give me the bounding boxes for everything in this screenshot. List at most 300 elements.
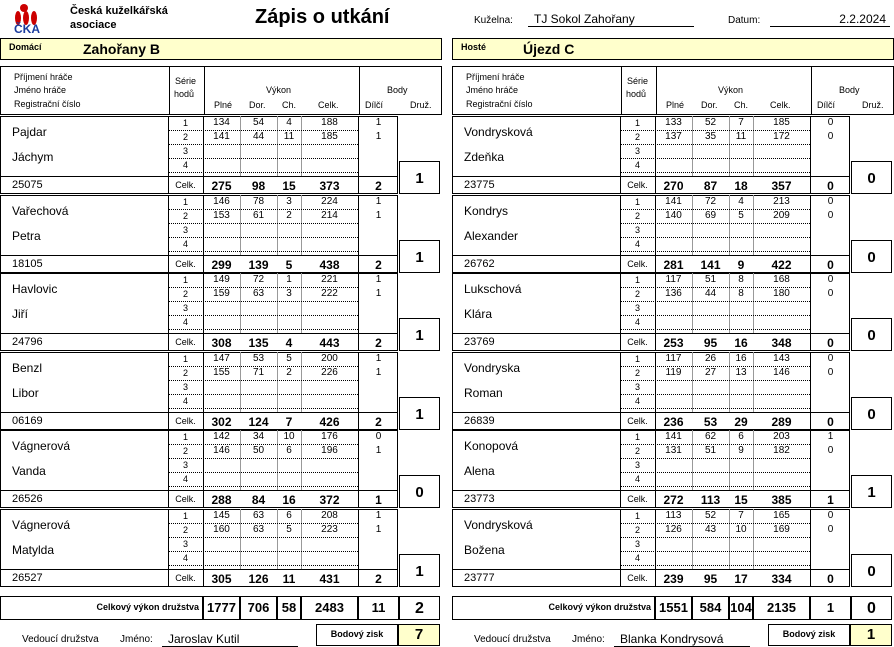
series-number: 2 (182, 368, 188, 378)
ch-value: 8 (738, 274, 744, 285)
away-team-total-row (452, 596, 892, 620)
series-number: 2 (634, 289, 640, 299)
total-label: Celk. (175, 573, 196, 583)
body-header: Body (839, 85, 860, 95)
series-number: 4 (634, 553, 640, 563)
total-label: Celk. (175, 337, 196, 347)
team-point: 1 (399, 161, 440, 194)
dilci-value: 0 (827, 196, 834, 207)
plne-value: 141 (213, 131, 230, 142)
total-dor-value: 95 (703, 572, 718, 586)
player-reg-number: 25075 (12, 179, 43, 191)
player-reg-number: 26839 (464, 415, 495, 427)
ch-value: 10 (283, 431, 295, 442)
team-dor: 584 (699, 600, 722, 615)
dor-value: 63 (252, 524, 265, 535)
home-team-total-row (0, 596, 440, 620)
ch-value: 11 (283, 131, 295, 142)
total-celk-value: 348 (771, 336, 792, 350)
series-number: 4 (182, 160, 188, 170)
celk-value: 185 (773, 117, 790, 128)
ch-value: 2 (286, 210, 292, 221)
team-point: 1 (399, 554, 440, 587)
player-block (0, 116, 440, 195)
dor-value: 26 (704, 353, 717, 364)
total-dilci-value: 0 (827, 336, 834, 350)
total-separator (452, 176, 620, 177)
total-separator (168, 255, 398, 256)
leader-label: Vedoucí družstva (22, 634, 99, 645)
plne-value: 133 (665, 117, 682, 128)
ch-header: Ch. (282, 100, 297, 110)
ch-value: 11 (735, 131, 747, 142)
player-reg-number: 18105 (12, 258, 43, 270)
plne-value: 146 (213, 196, 230, 207)
team-celk: 2483 (315, 600, 344, 615)
total-dilci-value: 0 (827, 258, 834, 272)
total-ch-value: 4 (285, 336, 293, 350)
home-column-header (0, 66, 442, 115)
team-dilci: 1 (826, 600, 835, 615)
series-header-line2: hodů (626, 89, 647, 99)
row-separator (620, 237, 810, 238)
series-number: 1 (182, 275, 188, 285)
series-number: 2 (634, 211, 640, 221)
dor-value: 72 (252, 274, 265, 285)
row-separator (620, 315, 810, 316)
dilci-value: 0 (827, 131, 834, 142)
ch-value: 8 (738, 288, 744, 299)
total-dilci-value: 2 (375, 572, 382, 586)
row-separator (620, 486, 810, 487)
plne-value: 155 (213, 367, 230, 378)
total-dilci-value: 2 (375, 179, 382, 193)
dilci-value: 1 (375, 510, 382, 521)
series-number: 3 (634, 225, 640, 235)
player-surname: Vágnerová (12, 439, 71, 453)
series-number: 2 (634, 368, 640, 378)
celk-value: 143 (773, 353, 790, 364)
dilci-value: 0 (827, 353, 834, 364)
player-first-name: Vanda (12, 464, 46, 478)
cka-logo (4, 2, 62, 36)
away-team-bar (452, 38, 894, 60)
plne-value: 147 (213, 353, 230, 364)
total-celk-value: 372 (319, 493, 340, 507)
celk-value: 182 (773, 445, 790, 456)
total-celk-value: 357 (771, 179, 792, 193)
total-separator (168, 333, 398, 334)
dor-value: 44 (704, 288, 717, 299)
total-dilci-value: 2 (375, 415, 382, 429)
ch-value: 7 (738, 117, 744, 128)
player-first-name: Petra (12, 229, 41, 243)
series-number: 3 (634, 460, 640, 470)
total-separator (620, 490, 850, 491)
lane-value: TJ Sokol Zahořany (528, 12, 694, 27)
total-plne-value: 299 (211, 258, 232, 272)
row-separator (620, 158, 810, 159)
series-number: 2 (182, 446, 188, 456)
series-number: 2 (182, 211, 188, 221)
dilci-value: 0 (827, 117, 834, 128)
druz-header: Druž. (410, 100, 432, 110)
series-number: 1 (634, 432, 640, 442)
total-plne-value: 272 (663, 493, 684, 507)
logo-text: ČKA (14, 22, 40, 36)
dilci-value: 1 (375, 131, 382, 142)
celk-value: 200 (321, 353, 338, 364)
dor-value: 51 (704, 445, 717, 456)
organization-name (70, 4, 190, 32)
series-number: 1 (634, 354, 640, 364)
player-block (452, 116, 892, 195)
row-separator (168, 551, 358, 552)
body-header: Body (387, 85, 408, 95)
total-plne-value: 281 (663, 258, 684, 272)
celk-value: 168 (773, 274, 790, 285)
team-point: 0 (851, 161, 892, 194)
plne-value: 159 (213, 288, 230, 299)
player-first-name: Zdeňka (464, 150, 505, 164)
total-dilci-value: 0 (827, 415, 834, 429)
row-separator (168, 408, 358, 409)
team-plne: 1551 (659, 600, 688, 615)
total-plne-value: 253 (663, 336, 684, 350)
row-separator (168, 237, 358, 238)
celk-header: Celk. (318, 100, 339, 110)
ch-value: 6 (738, 431, 744, 442)
celk-value: 176 (321, 431, 338, 442)
total-separator (452, 333, 620, 334)
total-dor-value: 113 (700, 493, 721, 507)
dilci-value: 0 (827, 367, 834, 378)
page-title: Zápis o utkání (255, 6, 390, 28)
row-separator (168, 172, 358, 173)
series-number: 1 (634, 275, 640, 285)
total-dilci-value: 1 (375, 493, 382, 507)
player-reg-number: 06169 (12, 415, 43, 427)
plne-value: 134 (213, 117, 230, 128)
total-dor-value: 84 (251, 493, 266, 507)
total-label: Celk. (175, 416, 196, 426)
series-number: 3 (634, 146, 640, 156)
total-ch-value: 11 (282, 572, 296, 586)
plne-value: 160 (213, 524, 230, 535)
row-separator (168, 144, 358, 145)
grid-line (204, 67, 205, 114)
total-celk-value: 422 (771, 258, 792, 272)
ch-value: 6 (286, 510, 292, 521)
team-point: 1 (399, 397, 440, 430)
dilci-header: Dílčí (817, 100, 835, 110)
row-separator (620, 144, 810, 145)
total-plne-value: 288 (211, 493, 232, 507)
player-first-name: Božena (464, 543, 505, 557)
series-number: 4 (634, 396, 640, 406)
series-number: 3 (182, 303, 188, 313)
player-block (452, 352, 892, 431)
dilci-value: 1 (375, 196, 382, 207)
team-plne: 1777 (207, 600, 236, 615)
total-celk-value: 289 (771, 415, 792, 429)
plne-value: 137 (665, 131, 682, 142)
total-plne-value: 302 (211, 415, 232, 429)
celk-value: 180 (773, 288, 790, 299)
row-separator (620, 251, 810, 252)
player-surname: Vondrysková (464, 518, 533, 532)
dor-value: 69 (704, 210, 717, 221)
ch-value: 1 (286, 274, 292, 285)
celk-value: 223 (321, 524, 338, 535)
player-surname: Vařechová (12, 204, 69, 218)
grid-line (621, 67, 622, 114)
player-header-line1: Příjmení hráče (466, 72, 525, 82)
total-separator (168, 569, 398, 570)
dor-header: Dor. (249, 100, 266, 110)
series-number: 2 (182, 289, 188, 299)
dor-value: 61 (252, 210, 265, 221)
total-separator (620, 412, 850, 413)
total-separator (0, 490, 168, 491)
row-separator (168, 537, 358, 538)
celk-value: 188 (321, 117, 338, 128)
player-block (452, 195, 892, 274)
player-block (452, 430, 892, 509)
player-header-line3: Registrační číslo (14, 99, 81, 109)
ch-value: 4 (286, 117, 292, 128)
total-celk-value: 431 (319, 572, 340, 586)
row-separator (168, 394, 358, 395)
total-plne-value: 239 (663, 572, 684, 586)
series-number: 1 (182, 432, 188, 442)
row-separator (168, 251, 358, 252)
ch-value: 3 (286, 288, 292, 299)
series-number: 3 (634, 382, 640, 392)
series-number: 3 (182, 225, 188, 235)
celk-value: 226 (321, 367, 338, 378)
player-surname: Kondrys (464, 204, 509, 218)
player-surname: Konopová (464, 439, 519, 453)
player-surname: Lukschová (464, 282, 522, 296)
total-dor-value: 139 (248, 258, 269, 272)
total-ch-value: 15 (734, 493, 748, 507)
ch-value: 4 (738, 196, 744, 207)
player-reg-number: 24796 (12, 336, 43, 348)
team-point: 0 (851, 240, 892, 273)
series-number: 1 (182, 197, 188, 207)
dilci-value: 0 (827, 510, 834, 521)
home-team-bar (0, 38, 442, 60)
total-label: Celk. (175, 259, 196, 269)
dilci-value: 1 (827, 431, 834, 442)
total-label: Celk. (627, 180, 648, 190)
dilci-value: 0 (827, 524, 834, 535)
total-dilci-value: 0 (827, 179, 834, 193)
row-separator (620, 394, 810, 395)
celk-value: 172 (773, 131, 790, 142)
total-ch-value: 15 (282, 179, 296, 193)
dilci-value: 0 (827, 288, 834, 299)
series-number: 3 (634, 539, 640, 549)
team-point: 1 (399, 318, 440, 351)
row-separator (168, 458, 358, 459)
ch-header: Ch. (734, 100, 749, 110)
dor-value: 72 (704, 196, 717, 207)
leader-label: Vedoucí družstva (474, 634, 551, 645)
total-separator (0, 569, 168, 570)
series-number: 1 (634, 511, 640, 521)
team-total-label: Celkový výkon družstva (548, 602, 651, 612)
player-first-name: Alena (464, 464, 495, 478)
dilci-value: 1 (375, 367, 382, 378)
org-line-2: asociace (70, 19, 117, 31)
plne-value: 113 (665, 510, 682, 521)
celk-value: 203 (773, 431, 790, 442)
dor-value: 44 (252, 131, 265, 142)
row-separator (168, 486, 358, 487)
row-separator (168, 380, 358, 381)
total-dor-value: 87 (703, 179, 718, 193)
series-number: 2 (634, 525, 640, 535)
total-dilci-value: 2 (375, 258, 382, 272)
dilci-value: 0 (827, 210, 834, 221)
total-separator (0, 333, 168, 334)
player-block (0, 430, 440, 509)
player-reg-number: 26527 (12, 572, 43, 584)
away-team-name: Újezd C (523, 41, 575, 57)
ch-value: 13 (735, 367, 747, 378)
plne-header: Plné (214, 100, 233, 110)
row-separator (168, 329, 358, 330)
dilci-value: 1 (375, 353, 382, 364)
row-separator (168, 565, 358, 566)
player-surname: Benzl (12, 361, 43, 375)
player-first-name: Klára (464, 307, 493, 321)
total-separator (0, 255, 168, 256)
team-point: 1 (851, 475, 892, 508)
player-reg-number: 23773 (464, 493, 495, 505)
series-header-line2: hodů (174, 89, 195, 99)
dor-value: 54 (252, 117, 265, 128)
ch-value: 3 (286, 196, 292, 207)
celk-value: 196 (321, 445, 338, 456)
dor-value: 50 (252, 445, 265, 456)
team-ch: 104 (730, 600, 752, 615)
total-dilci-value: 2 (375, 336, 382, 350)
row-separator (620, 537, 810, 538)
series-number: 4 (634, 317, 640, 327)
total-plne-value: 270 (663, 179, 684, 193)
celk-value: 169 (773, 524, 790, 535)
celk-header: Celk. (770, 100, 791, 110)
gain-value: 7 (398, 624, 440, 646)
total-separator (0, 412, 168, 413)
total-label: Celk. (627, 416, 648, 426)
player-reg-number: 23775 (464, 179, 495, 191)
dor-value: 63 (252, 288, 265, 299)
plne-value: 136 (665, 288, 682, 299)
celk-value: 221 (321, 274, 338, 285)
grid-line (359, 67, 360, 114)
team-total-label: Celkový výkon družstva (96, 602, 199, 612)
player-first-name: Alexander (464, 229, 519, 243)
total-ch-value: 5 (285, 258, 293, 272)
total-ch-value: 18 (734, 179, 748, 193)
total-label: Celk. (175, 494, 196, 504)
row-separator (620, 380, 810, 381)
row-separator (620, 301, 810, 302)
total-dor-value: 95 (703, 336, 718, 350)
team-dor: 706 (247, 600, 270, 615)
total-celk-value: 334 (771, 572, 792, 586)
player-first-name: Libor (12, 386, 39, 400)
total-label: Celk. (627, 259, 648, 269)
org-line-1: Česká kuželkářská (70, 5, 168, 17)
series-number: 2 (182, 132, 188, 142)
player-block (452, 273, 892, 352)
name-label: Jméno: (572, 634, 605, 645)
leader-name: Blanka Kondrysová (614, 632, 750, 647)
gain-label: Bodový zisk (330, 629, 384, 639)
total-celk-value: 385 (771, 493, 792, 507)
team-point: 0 (851, 318, 892, 351)
dilci-value: 1 (375, 524, 382, 535)
gain-label: Bodový zisk (782, 629, 836, 639)
ch-value: 16 (735, 353, 747, 364)
total-separator (452, 255, 620, 256)
player-surname: Vondrysková (464, 125, 533, 139)
performance-header: Výkon (266, 85, 292, 95)
name-label: Jméno: (120, 634, 153, 645)
total-dor-value: 126 (248, 572, 269, 586)
series-number: 2 (634, 132, 640, 142)
plne-value: 119 (665, 367, 682, 378)
dilci-value: 1 (375, 210, 382, 221)
home-role: Domácí (9, 42, 42, 52)
plne-value: 117 (665, 274, 682, 285)
dor-value: 51 (704, 274, 717, 285)
dor-value: 43 (704, 524, 717, 535)
player-block (0, 195, 440, 274)
series-number: 2 (634, 446, 640, 456)
grid-line (169, 67, 170, 114)
series-number: 1 (182, 511, 188, 521)
total-separator (620, 255, 850, 256)
row-separator (620, 551, 810, 552)
row-separator (620, 329, 810, 330)
series-number: 4 (182, 553, 188, 563)
dor-value: 71 (252, 367, 265, 378)
player-block (0, 273, 440, 352)
player-first-name: Jiří (12, 307, 28, 321)
total-separator (620, 569, 850, 570)
series-number: 4 (634, 474, 640, 484)
total-plne-value: 308 (211, 336, 232, 350)
row-separator (620, 458, 810, 459)
series-number: 4 (634, 239, 640, 249)
total-separator (168, 490, 398, 491)
dilci-value: 1 (375, 445, 382, 456)
celk-value: 146 (773, 367, 790, 378)
plne-value: 141 (665, 196, 682, 207)
home-team-name: Zahořany B (83, 41, 161, 57)
dilci-value: 1 (375, 288, 382, 299)
player-block (0, 352, 440, 431)
player-first-name: Jáchym (12, 150, 54, 164)
total-separator (168, 176, 398, 177)
total-separator (620, 333, 850, 334)
